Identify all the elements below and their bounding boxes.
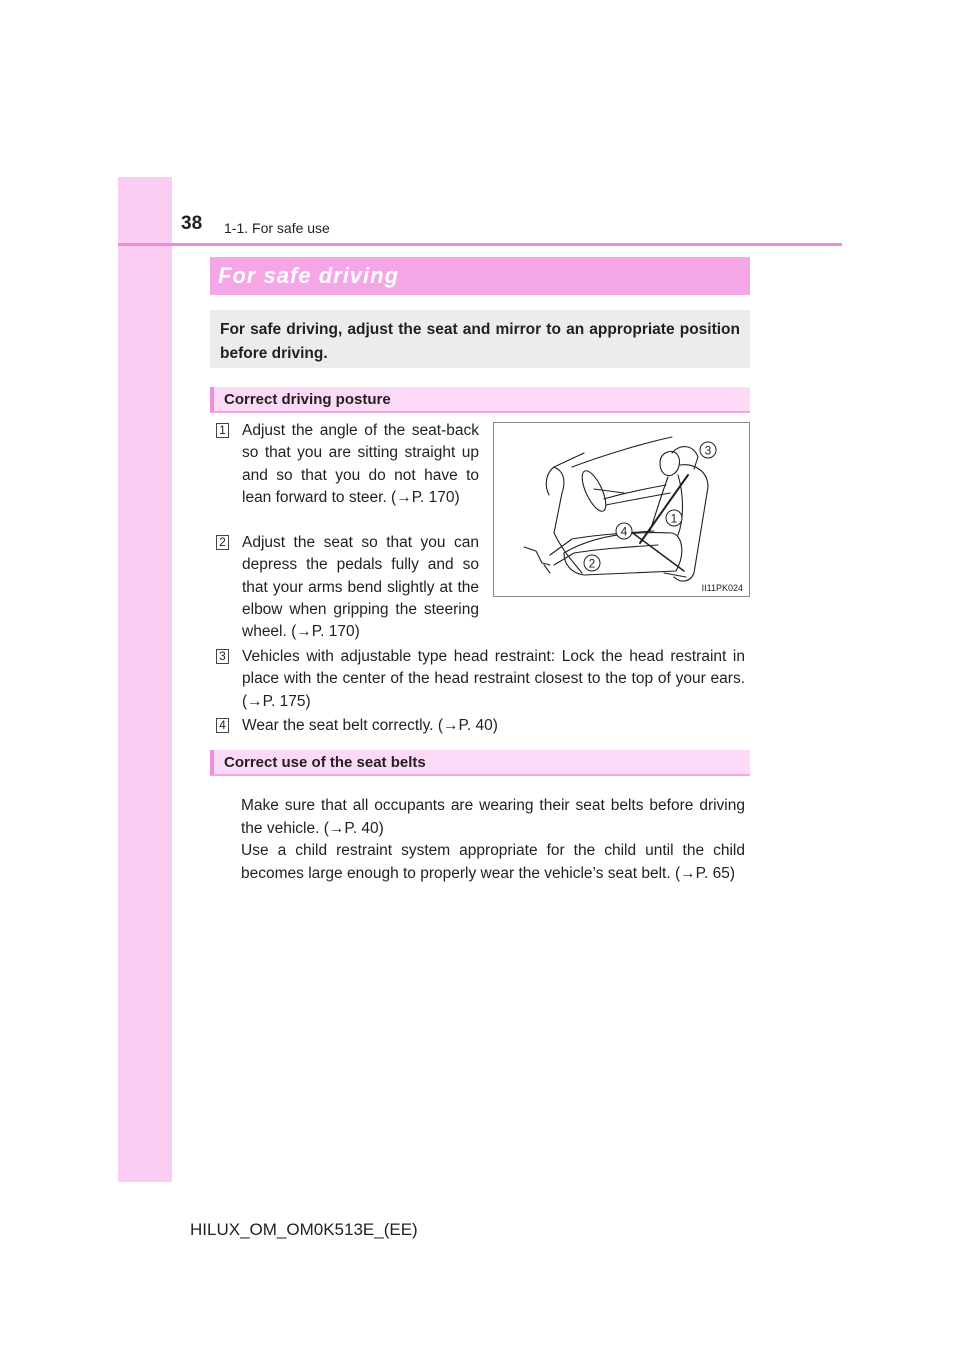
item-number-badge: 4: [216, 718, 229, 733]
item-text: Adjust the angle of the seat-back so that you are sitting straight up and so that you do not have to lean forward to steer. (→P. 170): [242, 422, 479, 506]
item-text: Adjust the seat so that you can depress the pedals fully and so that your arms bend slightly at the elbow when gripping the steering wheel. (→P. 170): [242, 534, 479, 641]
callout-4: 4: [620, 524, 628, 539]
item-number-badge: 3: [216, 649, 229, 664]
section-title: For safe driving: [218, 263, 400, 288]
page-number: 38: [181, 213, 203, 234]
driver-seat-drawing: [494, 423, 749, 596]
footer-doc-code: HILUX_OM_OM0K513E_(EE): [190, 1220, 418, 1239]
section-title-bar: [210, 257, 750, 295]
item-number-badge: 1: [216, 423, 229, 438]
header-rule: [118, 243, 842, 246]
driving-posture-illustration: [493, 422, 750, 597]
seat-belt-body: [241, 795, 745, 885]
callout-3: 3: [704, 443, 712, 458]
item-text: Wear the seat belt correctly. (→P. 40): [242, 717, 498, 734]
subheading-seat-belts: Correct use of the seat belts: [210, 750, 750, 776]
running-head: 1-1. For safe use: [224, 220, 330, 236]
figure-code: II11PK024: [701, 583, 743, 593]
item-text: Vehicles with adjustable type head restraint: Lock the head restraint in place with the center of the head restraint closest to the top of your ears. (→P. 175): [242, 648, 745, 710]
item-number-badge: 2: [216, 535, 229, 550]
paragraph: Use a child restraint system appropriate for the child until the child becomes large enough to properly wear the vehicle’s seat belt. (→P. 65): [241, 842, 745, 882]
callout-2: 2: [588, 556, 596, 571]
subheading-driving-posture: Correct driving posture: [210, 387, 750, 413]
paragraph: Make sure that all occupants are wearing their seat belts before driving the vehicle. (→P. 40): [241, 797, 745, 837]
callout-1: 1: [670, 511, 678, 526]
lead-box: For safe driving, adjust the seat and mirror to an appropriate position before driving.: [210, 310, 750, 368]
side-color-band: [118, 177, 172, 1182]
